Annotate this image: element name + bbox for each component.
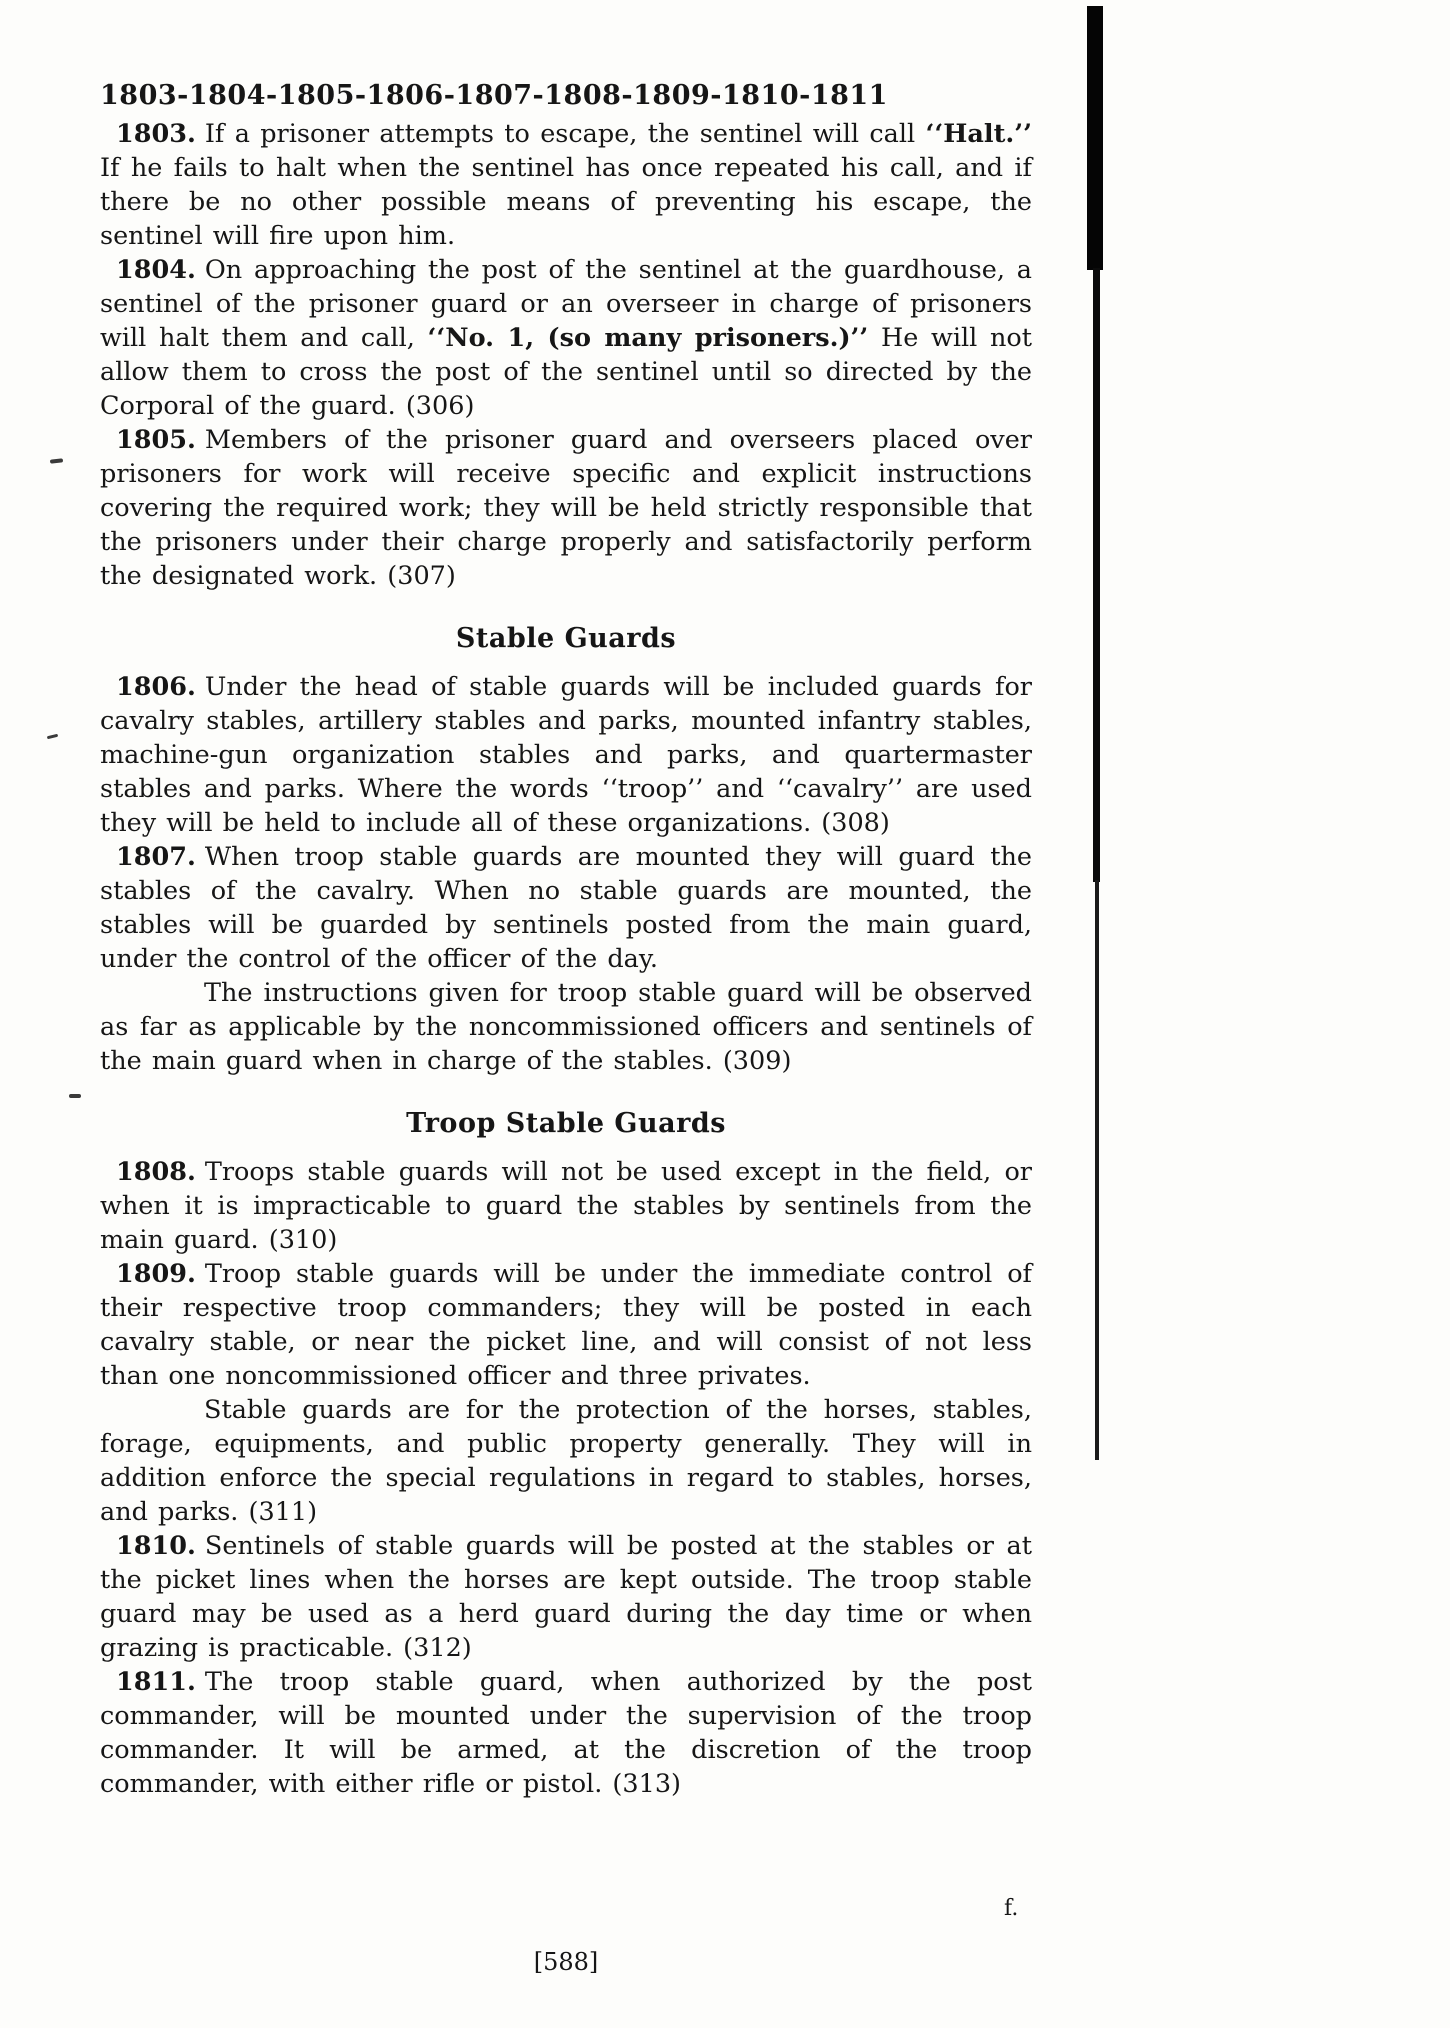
paragraph-text: If a prisoner attempts to escape, the sentinel will call [204,119,926,149]
bold-phrase: ‘‘Halt.’’ [925,119,1032,149]
paragraph-1806 [100,670,1032,840]
paragraph-text: Troop stable guards will be under the immediate control of their respective troop commanders; they will be posted in each cavalry stable, or near the picket line, and will consist of not less than one noncommissioned officer and three privates. [100,1259,1032,1391]
paragraph-text: Troops stable guards will not be used except in the field, or when it is impracticable to guard the stables by sentinels from the main guard. (310) [100,1157,1032,1255]
paragraph-1811 [100,1665,1032,1801]
paragraph-1805 [100,423,1032,593]
paragraph-number: 1806. [116,672,196,702]
paragraph-number: 1811. [116,1667,196,1697]
paragraph-number: 1807. [116,842,196,872]
section-heading-stable-guards: Stable Guards [455,623,677,654]
paragraph-number: 1808. [116,1157,196,1187]
paragraph-1809-continuation [100,1393,1032,1529]
paragraph-text: He will not allow them to cross the post of the sentinel until so directed by the Corporal of the guard. (306) [100,323,1032,421]
paragraph-text: On approaching the post of the sentinel at the guardhouse, a sentinel of the prisoner guard or an overseer in charge of prisoners will halt them and call, [100,255,1032,353]
paragraph-1804 [100,253,1032,423]
paragraph-text: If he fails to halt when the sentinel has once repeated his call, and if there be no other possible means of preventing his escape, the sentinel will fire upon him. [100,153,1032,251]
bold-phrase: ‘‘No. 1, (so many prisoners.)’’ [427,323,869,353]
paragraph-1807 [100,840,1032,976]
scan-binding-bar-lower [1095,880,1099,1460]
paragraph-1807-continuation [100,976,1032,1078]
paragraph-text: Under the head of stable guards will be included guards for cavalry stables, artillery stables and parks, mounted infantry stables, machine-gun organization stables and parks, and quartermaster stables and parks. Where the words ‘‘troop’’ and ‘‘cavalry’’ are used they will be held to include all of these organizations. (308) [100,672,1032,838]
paragraph-1810 [100,1529,1032,1665]
section-heading-troop-stable-guards: Troop Stable Guards [406,1108,726,1139]
paragraph-number: 1810. [116,1531,196,1561]
paragraph-text: Sentinels of stable guards will be posted at the stables or at the picket lines when the horses are kept outside. The troop stable guard may be used as a herd guard during the day time or when grazing is practicable. (312) [100,1531,1032,1663]
paragraph-number: 1804. [116,255,196,285]
paragraph-1809 [100,1257,1032,1393]
paragraph-text: Stable guards are for the protection of the horses, stables, forage, equipments, and public property generally. They will in addition enforce the special regulations in regard to stables, horses, and parks. (311) [100,1395,1032,1527]
paragraph-number: 1809. [116,1259,196,1289]
paragraph-number: 1805. [116,425,196,455]
margin-ink-dash [47,734,58,740]
paragraph-text: When troop stable guards are mounted they will guard the stables of the cavalry. When no stable guards are mounted, the stables will be guarded by sentinels posted from the main guard, under the control of the officer of the day. [100,842,1032,974]
paragraph-1803 [100,117,1032,253]
text-block [100,80,1032,1801]
scan-binding-bar-top [1087,6,1103,270]
footer-page-number: [588] [533,1948,599,1976]
paragraph-text: The troop stable guard, when authorized by the post commander, will be mounted under the supervision of the troop commander. It will be armed, at the discretion of the troop commander, with either rifle or pistol. (313) [100,1667,1032,1799]
paragraph-number: 1803. [116,119,196,149]
paragraph-text: Members of the prisoner guard and overseers placed over prisoners for work will receive specific and explicit instructions covering the required work; they will be held strictly responsible that the prisoners under their charge properly and satisfactorily perform the designated work. (307) [100,425,1032,591]
margin-ink-dash [69,1094,81,1098]
scan-binding-bar-middle [1093,268,1100,882]
page-header-paragraph-numbers: 1803-1804-1805-1806-1807-1808-1809-1810-1811 [100,80,888,111]
margin-ink-dash [50,458,63,463]
stray-ink-mark: f. [1004,1896,1019,1921]
paragraph-1808 [100,1155,1032,1257]
paragraph-text: The instructions given for troop stable guard will be observed as far as applicable by the noncommissioned officers and sentinels of the main guard when in charge of the stables. (309) [100,978,1032,1076]
